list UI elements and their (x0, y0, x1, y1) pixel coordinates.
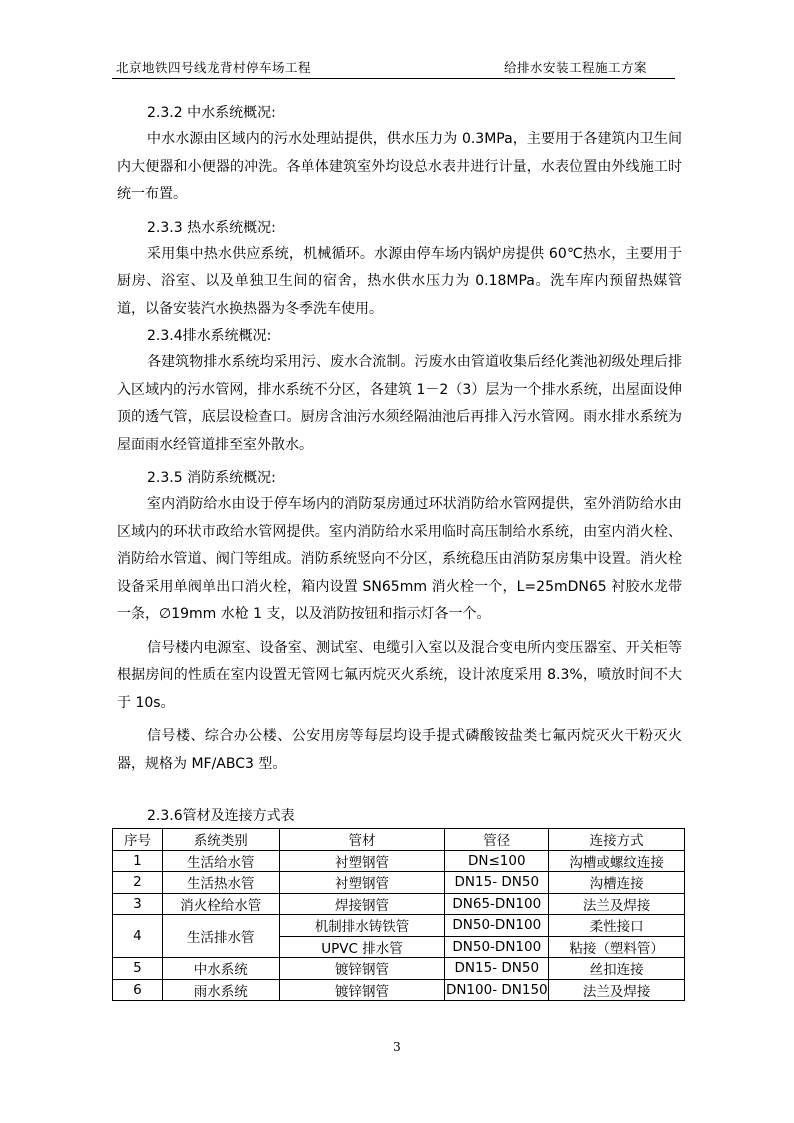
table-header-cell: 管径 (445, 829, 549, 851)
cell-diameter: DN65-DN100 (445, 893, 549, 915)
cell-pipe: 焊接钢管 (279, 893, 445, 915)
table-header-cell: 管材 (279, 829, 445, 851)
section-heading-hot-water: 2.3.3 热水系统概况: (147, 219, 276, 236)
cell-system: 生活给水管 (162, 850, 279, 872)
table-row (113, 893, 685, 915)
cell-diameter: DN15- DN50 (445, 872, 549, 894)
table-header-row (113, 829, 685, 851)
table-header-cell: 连接方式 (549, 829, 685, 851)
cell-diameter: DN50-DN100 (445, 936, 549, 958)
cell-no: 3 (113, 893, 163, 915)
cell-system: 生活排水管 (162, 915, 279, 958)
cell-no: 4 (113, 915, 163, 958)
cell-no: 2 (113, 872, 163, 894)
cell-connection: 丝扣连接 (549, 958, 685, 980)
paragraph-hot-water: 采用集中热水供应系统，机械循环。水源由停车场内锅炉房提供 60℃热水，主要用于厨房、浴室、以及单独卫生间的宿舍，热水供水压力为 0.18MPa。洗车库内预留热媒管道，以备安装汽水换热器为冬季洗车使用。 (117, 245, 682, 317)
section-heading-reclaimed-water: 2.3.2 中水系统概况: (147, 105, 276, 121)
cell-no: 5 (113, 958, 163, 980)
table-row (113, 979, 685, 1001)
cell-connection: 沟槽连接 (549, 872, 685, 894)
page-header (112, 56, 675, 79)
section-heading-fire-protection: 2.3.5 消防系统概况: (147, 470, 276, 486)
cell-diameter: DN50-DN100 (445, 915, 549, 937)
cell-connection: 粘接（塑料管） (549, 936, 685, 958)
cell-system: 消火栓给水管 (162, 893, 279, 915)
paragraph-reclaimed-water: 中水水源由区域内的污水处理站提供，供水压力为 0.3MPa，主要用于各建筑内卫生间内大便器和小便器的冲洗。各单体建筑室外均设总水表井进行计量，水表位置由外线施工时统一布置。 (117, 131, 682, 202)
table-row (113, 850, 685, 872)
cell-system: 雨水系统 (162, 979, 279, 1001)
document-body (117, 100, 682, 778)
cell-system: 生活热水管 (162, 872, 279, 894)
cell-pipe: 镀锌钢管 (279, 979, 445, 1001)
cell-no: 1 (113, 850, 163, 872)
table-header-cell: 系统类别 (162, 829, 279, 851)
cell-connection: 沟槽或螺纹连接 (549, 850, 685, 872)
header-document-title: 给排水安装工程施工方案 (503, 60, 647, 75)
header-project-title: 北京地铁四号线龙背村停车场工程 (116, 60, 312, 75)
cell-pipe: 衬塑钢管 (279, 872, 445, 894)
paragraph-fire-hydrant: 室内消防给水由设于停车场内的消防泵房通过环状消防给水管网提供，室外消防给水由区域内的环状市政给水管网提供。室内消防给水采用临时高压制给水系统，由室内消火栓、消防给水管道、阀门等组成。消防系统竖向不分区，系统稳压由消防泵房集中设置。消火栓设备采用单阀单出口消火栓，箱内设置 SN65mm 消火栓一个，L=25mDN65 衬胶水龙带一条，∅19mm 水枪 1 支，以及消防按钮和指示灯各一个。 (117, 496, 682, 622)
pipe-connection-table (112, 828, 685, 1001)
table-row (113, 872, 685, 894)
cell-pipe: 镀锌钢管 (279, 958, 445, 980)
table-title: 2.3.6管材及连接方式表 (147, 808, 295, 824)
cell-connection: 法兰及焊接 (549, 979, 685, 1001)
section-heading-drainage: 2.3.4排水系统概况: (147, 328, 272, 344)
cell-pipe: UPVC 排水管 (279, 936, 445, 958)
table-row (113, 915, 685, 937)
cell-diameter: DN15- DN50 (445, 958, 549, 980)
paragraph-drainage: 各建筑物排水系统均采用污、废水合流制。污废水由管道收集后经化粪池初级处理后排入区域内的污水管网，排水系统不分区，各建筑 1－2（3）层为一个排水系统，出屋面设伸顶的透气管，底层设检查口。厨房含油污水须经隔油池后再排入污水管网。雨水排水系统为屋面雨水经管道排至室外散水。 (117, 354, 682, 453)
paragraph-portable-extinguishers: 信号楼、综合办公楼、公安用房等每层均设手提式磷酸铵盐类七氟丙烷灭火干粉灭火器，规格为 MF/ABC3 型。 (117, 728, 682, 772)
cell-pipe: 衬塑钢管 (279, 850, 445, 872)
paragraph-gas-extinguishing: 信号楼内电源室、设备室、测试室、电缆引入室以及混合变电所内变压器室、开关柜等根据房间的性质在室内设置无管网七氟丙烷灭火系统，设计浓度采用 8.3%，喷放时间不大于 10s。 (117, 639, 682, 711)
cell-system: 中水系统 (162, 958, 279, 980)
cell-no: 6 (113, 979, 163, 1001)
table-header-cell: 序号 (113, 829, 163, 851)
cell-diameter: DN≤100 (445, 850, 549, 872)
cell-connection: 柔性接口 (549, 915, 685, 937)
cell-diameter: DN100- DN150 (445, 979, 549, 1001)
cell-pipe: 机制排水铸铁管 (279, 915, 445, 937)
table-row (113, 958, 685, 980)
page-number: 3 (393, 1040, 401, 1054)
cell-connection: 法兰及焊接 (549, 893, 685, 915)
